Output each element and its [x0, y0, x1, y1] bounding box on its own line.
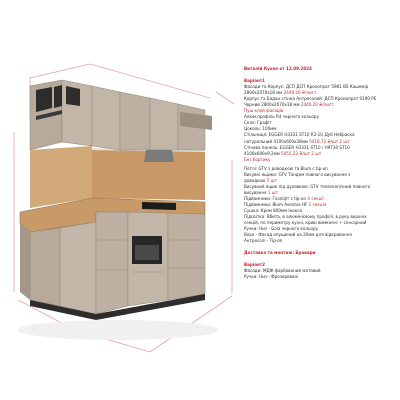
variant1-line-text: Корпус та Бадан стінка Антресолей: ДСП Кронопрат 0190 PE [244, 96, 377, 102]
hardware-line-text: Сушка: Кром 800мм Інокса [244, 208, 303, 214]
variant1-line-text: натуральний 4100х600х38мм [244, 138, 308, 144]
hardware-line-text: Висувний ящик під духовкою: GTV телескопічний повного [244, 183, 371, 189]
variant2-line-text: Ручки: Низ - Фрезеровані [244, 274, 299, 280]
hardware-line-text: Підйомники: Газліфт c tip-on [244, 195, 307, 201]
specification-panel [244, 66, 398, 281]
delivery-note: Доставка та монтаж: Бровари [244, 250, 316, 256]
variant1-line-price: 2440.20 ₴/лист [282, 90, 317, 96]
variant1-line-price: 2440.20 ₴/лист [299, 102, 334, 108]
variant2-heading: Варіант2 [244, 262, 266, 268]
hardware-line-price: 1 шт [266, 189, 278, 195]
variant1-line-text: Фасади та Корпус: ДСП ДСП Кронопрат 5981 BS Кашемір [244, 84, 369, 90]
wood-backsplash [30, 146, 92, 208]
variant1-line-text: Стінова панель: EGGER H3331 ST10 / H9730 ST10 [244, 144, 350, 150]
hardware-line-price: 5 шт [265, 177, 277, 183]
hardware-line-text: Підсвітка: Вбита, в алюмінієвому профілі, в руку верхніх [244, 214, 367, 220]
variant1-line-price: 5455.22 ₴/шт 2 шт [279, 150, 322, 156]
hardware-line-text: Петлі: GTV з доводкою та Blum c tip-on [244, 165, 328, 171]
hardware-line-text: Ручки: Низ - Gola чорного кольору [244, 226, 318, 232]
lower-cabinets-left [20, 222, 96, 314]
hardware-line-text: Верх - Фасад опущений на 20мм для відкривання [244, 232, 352, 238]
hardware-line-text: доводкою [244, 177, 266, 183]
floor-shadow [18, 320, 218, 340]
hardware-line-text: Висувні ящики: GTV Тандем повного висування з [244, 171, 351, 177]
document-title: Виталій Кухня от 12.09.2024 [244, 66, 312, 71]
variant1-line-text: 2800х2070х18 мм [244, 90, 283, 96]
hardware-line-text: висування [244, 189, 267, 195]
hardware-line-text: Підйомники: Blum Aventos HF [244, 201, 308, 207]
variant1-line-text: 4100х600х9,2мм [244, 150, 280, 156]
oven-window [135, 245, 159, 260]
variant2-line [244, 274, 398, 280]
variant1-line-text: Цоколь: 100мм [244, 126, 277, 132]
hardware-list [244, 166, 398, 245]
cooktop [142, 202, 176, 210]
variant1-line-text: Без бортику [244, 156, 271, 162]
variant1-line-price: 5418.72 ₴/шт 2 шт [307, 138, 350, 144]
variant1-heading: Варіант1 [244, 78, 266, 84]
variant2-list [244, 268, 398, 280]
range-hood [144, 150, 174, 162]
variant1-line-text: Скло: Графіт [244, 120, 272, 126]
variant1-line-text: Алюм.профіль R4 чорного кольору [244, 114, 319, 120]
hardware-line-price: 1 секція [307, 201, 327, 207]
variant1-list [244, 84, 398, 163]
variant1-line-text: Стільниця: EGGER H3331 ST10 R3-1U Дуб Небраска [244, 132, 355, 138]
hardware-line-text: секцій, по периметру кухні, криві вимкнені + сенсорний [244, 220, 367, 226]
variant1-line-text: Чорний 2800х2070х18 мм [244, 102, 300, 108]
variant1-line-text: Пуш клей фасадів [244, 108, 284, 114]
hardware-line-price: 4 секції [306, 195, 324, 201]
variant2-line-text: Фасади: МДФ фарбований матовий [244, 268, 321, 274]
hardware-line-text: Антресолі - Tip-on [244, 238, 283, 244]
